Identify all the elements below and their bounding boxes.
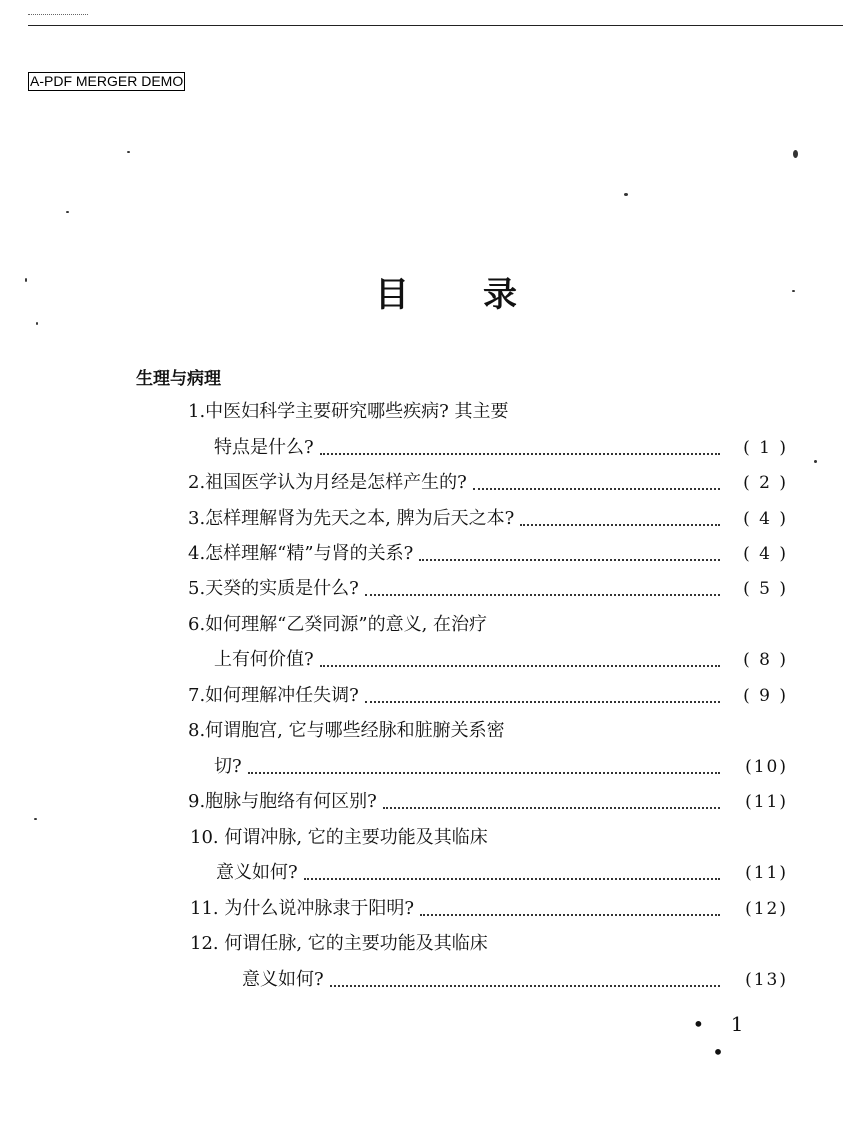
toc-entry-page: (11): [745, 863, 788, 883]
scan-speck: [34, 818, 37, 820]
toc-entry-page: (13): [745, 970, 788, 990]
toc-entry-label: 1.中医妇科学主要研究哪些疾病? 其主要: [188, 401, 509, 422]
watermark-label: A-PDF MERGER DEMO: [30, 73, 184, 89]
top-dotted-marks: [28, 14, 88, 21]
toc-entry-label: 4.怎样理解“精”与肾的关系?: [188, 543, 414, 564]
toc-entry-label: 3.怎样理解肾为先天之本, 脾为后天之本?: [188, 508, 515, 529]
dot-leader: [320, 665, 720, 667]
toc-entry-label: 特点是什么?: [214, 437, 314, 458]
toc-entry: [190, 896, 788, 922]
toc-entry-label: 意义如何?: [242, 969, 324, 990]
dot-leader: [383, 807, 720, 809]
toc-entry: [188, 541, 788, 567]
toc-entry: [188, 399, 788, 425]
section-heading: 生理与病理: [136, 369, 221, 389]
dot-leader: [473, 488, 720, 490]
dot-leader: [419, 559, 720, 561]
toc-entry: [214, 647, 788, 673]
toc-entry-label: 上有何价值?: [214, 649, 314, 670]
toc-entry: [188, 612, 788, 638]
dot-leader: [248, 772, 720, 774]
toc-entry-label: 6.如何理解“乙癸同源”的意义, 在治疗: [188, 614, 488, 635]
dot-leader: [330, 985, 720, 987]
toc-entry-page: (10): [745, 757, 788, 777]
scan-speck: [36, 322, 38, 325]
scan-speck: [624, 193, 628, 196]
title-char-1: 目: [375, 275, 409, 315]
scan-speck: [127, 151, 130, 153]
toc-entry-label: 9.胞脉与胞络有何区别?: [188, 791, 377, 812]
dot-leader: [365, 594, 720, 596]
scan-speck: [66, 211, 69, 213]
toc-entry: [214, 754, 788, 780]
toc-entry: [216, 860, 788, 886]
page-title: [0, 272, 866, 318]
toc-entry: [188, 718, 788, 744]
toc-entry-page: ( 8 ): [743, 650, 788, 670]
title-char-2: 录: [483, 275, 517, 315]
toc-entry-page: (11): [745, 792, 788, 812]
toc-entry-page: ( 9 ): [743, 686, 788, 706]
dot-leader: [520, 524, 720, 526]
toc-entry-label: 2.祖国医学认为月经是怎样产生的?: [188, 472, 467, 493]
toc-entry-label: 8.何谓胞宫, 它与哪些经脉和脏腑关系密: [188, 720, 505, 741]
toc-entry: [188, 506, 788, 532]
toc-entry-label: 7.如何理解冲任失调?: [188, 685, 359, 706]
toc-entry: [188, 470, 788, 496]
scan-speck: [793, 150, 798, 158]
dot-leader: [365, 701, 720, 703]
toc-entry-label: 意义如何?: [216, 862, 298, 883]
page-number: • 1 •: [692, 1012, 754, 1064]
toc-entry-page: ( 2 ): [743, 473, 788, 493]
toc-entry: [188, 576, 788, 602]
toc-entry-page: ( 1 ): [743, 438, 788, 458]
toc-entry: [242, 967, 788, 993]
toc-entry: [214, 435, 788, 461]
toc-entry-label: 5.天癸的实质是什么?: [188, 578, 359, 599]
top-rule-line: [28, 25, 843, 26]
toc-entry: [188, 789, 788, 815]
dot-leader: [320, 453, 720, 455]
dot-leader: [304, 878, 720, 880]
dot-leader: [420, 914, 720, 916]
scan-speck: [814, 460, 817, 463]
toc-entry-page: ( 5 ): [743, 579, 788, 599]
toc-entry: [190, 931, 788, 957]
toc-entry-label: 11. 为什么说冲脉隶于阳明?: [190, 898, 414, 919]
toc-entry-label: 10. 何谓冲脉, 它的主要功能及其临床: [190, 827, 488, 848]
toc-entry-page: ( 4 ): [743, 509, 788, 529]
toc-entry-label: 12. 何谓任脉, 它的主要功能及其临床: [190, 933, 488, 954]
toc-entry-page: (12): [745, 899, 788, 919]
toc-entry-label: 切?: [214, 756, 242, 777]
toc-entry: [190, 825, 788, 851]
toc-entry: [188, 683, 788, 709]
toc-entry-page: ( 4 ): [743, 544, 788, 564]
